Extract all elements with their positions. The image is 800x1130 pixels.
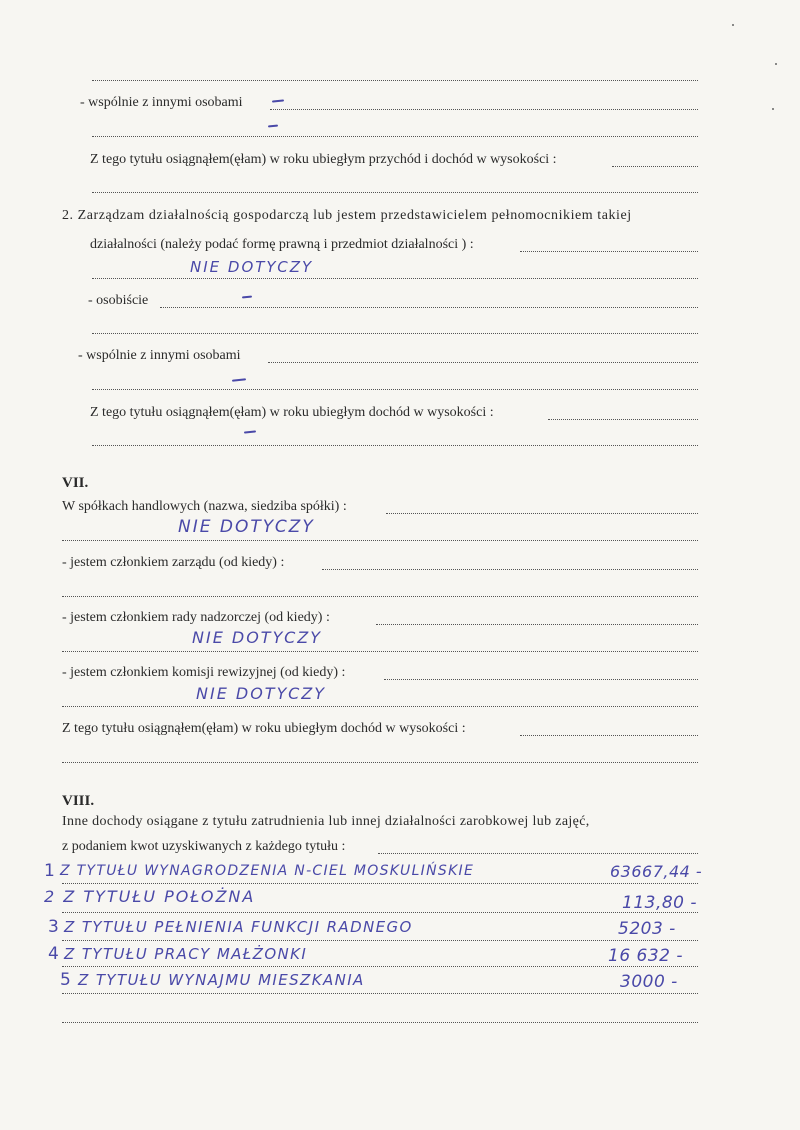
intro-line1: Inne dochody osiągane z tytułu zatrudnienia lub innej działalności zarobkowej lub zajęć, [62, 814, 590, 829]
intro-line2: z podaniem kwot uzyskiwanych z każdego tytułu : [62, 839, 346, 854]
handwritten-not-applicable: NIE DOTYCZY [190, 258, 314, 276]
income-entry-amount: 113,80 - [622, 893, 698, 913]
dotted-line [62, 540, 698, 541]
scan-speck [775, 63, 777, 65]
dotted-line [92, 136, 698, 137]
item2-line1: 2. Zarządzam działalnością gospodarczą lub jestem przedstawicielem pełnomocnikiem takiej [62, 208, 632, 223]
dotted-line [612, 166, 698, 167]
entry-number: 3 [48, 917, 61, 937]
handwritten-dash [242, 295, 252, 298]
dotted-line [62, 966, 698, 967]
dotted-line [376, 624, 698, 625]
income-entry-text: Z TYTUŁU PEŁNIENIA FUNKCJI RADNEGO [64, 918, 413, 936]
income-entry-text: Z TYTUŁU WYNAJMU MIESZKANIA [78, 971, 365, 989]
income-entry-amount: 16 632 - [608, 946, 684, 966]
jointly2-label: - wspólnie z innymi osobami [78, 348, 241, 363]
dotted-line [268, 362, 698, 363]
item2-line2: działalności (należy podać formę prawną i przedmiot działalności ) : [90, 237, 474, 252]
handwritten-not-applicable: NIE DOTYCZY [196, 684, 326, 703]
dotted-line [92, 389, 698, 390]
jointly-label: - wspólnie z innymi osobami [80, 95, 243, 110]
dotted-line [520, 251, 698, 252]
companies-label: W spółkach handlowych (nazwa, siedziba spółki) : [62, 499, 347, 514]
section7-heading: VII. [62, 475, 89, 491]
board-label: - jestem członkiem zarządu (od kiedy) : [62, 555, 285, 570]
dotted-line [384, 679, 698, 680]
scan-speck [772, 108, 774, 110]
dotted-line [92, 278, 698, 279]
income-entry-text: 2 Z TYTUŁU POŁOŻNA [44, 887, 256, 906]
dotted-line [160, 307, 698, 308]
income-entry-amount: 3000 - [620, 972, 678, 992]
dotted-line [62, 940, 698, 941]
dotted-line [62, 993, 698, 994]
dotted-line [62, 912, 698, 913]
dotted-line [270, 109, 698, 110]
entry-number: 4 [48, 944, 61, 964]
handwritten-dash [272, 99, 284, 102]
income-entry-text: Z TYTUŁU PRACY MAŁŻONKI [64, 945, 308, 963]
dotted-line [548, 419, 698, 420]
scan-speck [732, 24, 734, 26]
dotted-line [62, 651, 698, 652]
income1-label: Z tego tytułu osiągnąłem(ęłam) w roku ubiegłym przychód i dochód w wysokości : [90, 152, 557, 167]
dotted-line [92, 445, 698, 446]
income-label: Z tego tytułu osiągnąłem(ęłam) w roku ubiegłym dochód w wysokości : [62, 721, 466, 736]
dotted-line [62, 883, 698, 884]
audit-label: - jestem członkiem komisji rewizyjnej (od kiedy) : [62, 665, 346, 680]
dotted-line [520, 735, 698, 736]
dotted-line [62, 596, 698, 597]
dotted-line [322, 569, 698, 570]
handwritten-not-applicable: NIE DOTYCZY [192, 628, 322, 647]
income-entry-text: Z TYTUŁU WYNAGRODZENIA N-CIEL MOSKULIŃSKIE [60, 863, 475, 879]
dotted-line [62, 706, 698, 707]
dotted-line [62, 1022, 698, 1023]
income2-label: Z tego tytułu osiągnąłem(ęłam) w roku ubiegłym dochód w wysokości : [90, 405, 494, 420]
dotted-line [378, 853, 698, 854]
dotted-line [92, 333, 698, 334]
dotted-line [92, 80, 698, 81]
handwritten-dash [244, 430, 256, 433]
handwritten-dash [268, 124, 278, 127]
section8-heading: VIII. [62, 793, 95, 809]
entry-number: 1 [44, 861, 57, 881]
supervisory-label: - jestem członkiem rady nadzorczej (od kiedy) : [62, 610, 330, 625]
dotted-line [92, 192, 698, 193]
income-entry-amount: 5203 - [618, 919, 676, 939]
entry-number: 5 [60, 970, 73, 990]
personally-label: - osobiście [88, 293, 149, 308]
dotted-line [386, 513, 698, 514]
dotted-line [62, 762, 698, 763]
handwritten-not-applicable: NIE DOTYCZY [178, 517, 315, 537]
handwritten-dash [232, 378, 246, 381]
income-entry-amount: 63667,44 - [610, 862, 703, 881]
